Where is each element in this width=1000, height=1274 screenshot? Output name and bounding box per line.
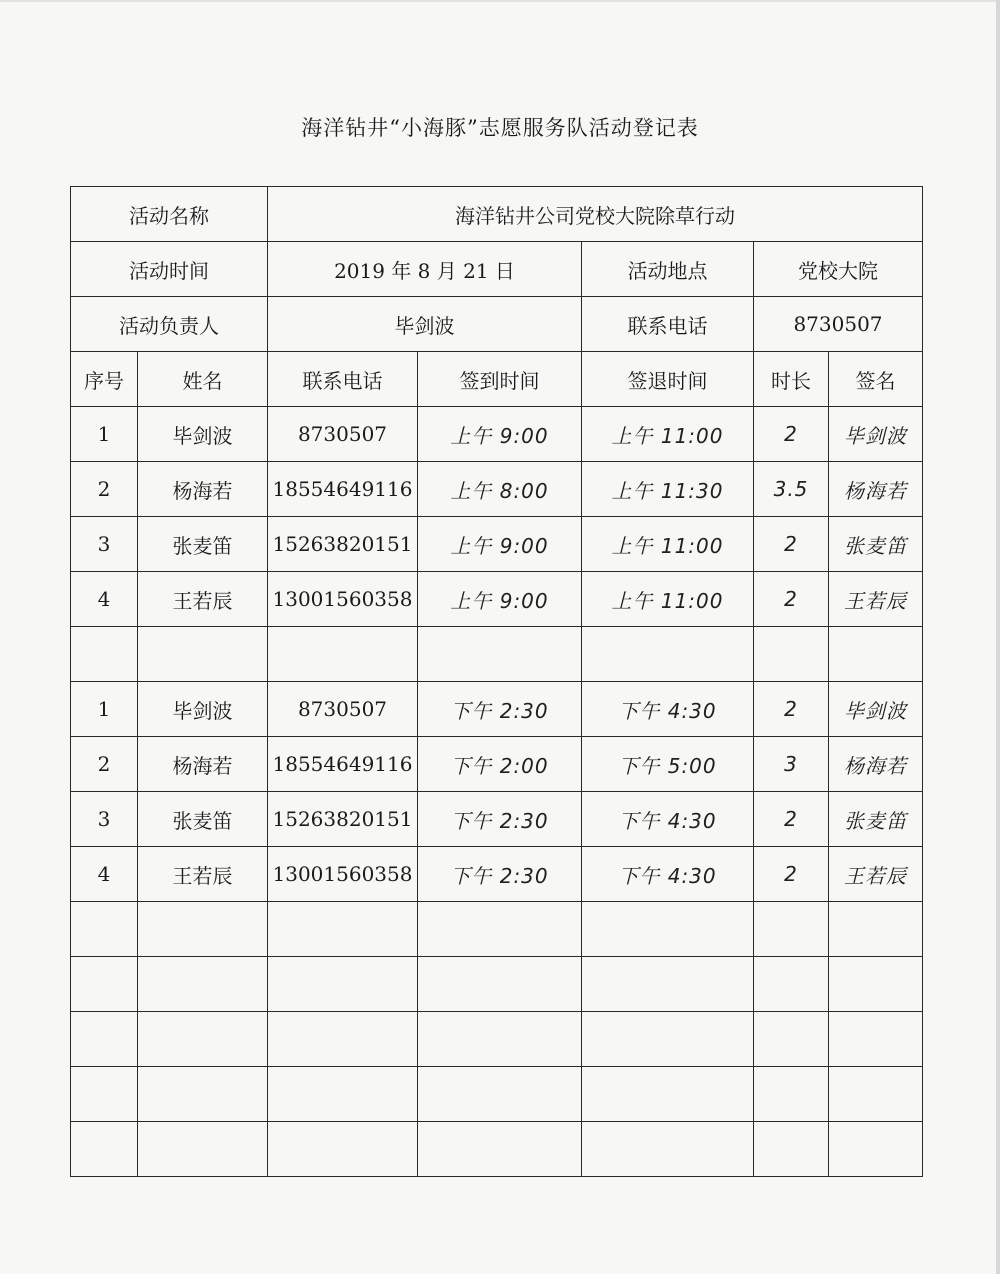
row-phone: 13001560358: [268, 847, 418, 902]
empty-cell: [582, 1122, 754, 1177]
empty-cell: [71, 957, 138, 1012]
blank-cell: [418, 627, 582, 682]
form-title: 海洋钻井“小海豚”志愿服务队活动登记表: [301, 116, 699, 140]
empty-cell: [754, 1067, 829, 1122]
row-checkout: 下午 4:30: [582, 682, 754, 737]
empty-cell: [268, 1122, 418, 1177]
activity-place-value: 党校大院: [754, 242, 923, 297]
row-checkin: 下午 2:30: [418, 682, 582, 737]
col-header-signature: 签名: [829, 352, 923, 407]
row-no: 3: [71, 517, 138, 572]
row-hours: 2: [754, 517, 829, 572]
row-name: 张麦笛: [138, 517, 268, 572]
empty-row: [71, 1067, 923, 1122]
row-phone: 13001560358: [268, 572, 418, 627]
row-checkout: 上午 11:00: [582, 407, 754, 462]
empty-row: [71, 957, 923, 1012]
row-name: 杨海若: [138, 737, 268, 792]
blank-cell: [754, 627, 829, 682]
row-checkin: 下午 2:30: [418, 792, 582, 847]
empty-cell: [138, 1012, 268, 1067]
row-hours: 2: [754, 847, 829, 902]
table-row: [71, 682, 923, 737]
row-no: 4: [71, 847, 138, 902]
row-phone: 15263820151: [268, 792, 418, 847]
row-name: 张麦笛: [138, 792, 268, 847]
row-hours: 2: [754, 407, 829, 462]
row-signature: 毕剑波: [829, 407, 923, 462]
row-checkin: 下午 2:00: [418, 737, 582, 792]
empty-cell: [582, 1012, 754, 1067]
row-checkout: 下午 4:30: [582, 792, 754, 847]
leader-value: 毕剑波: [268, 297, 582, 352]
row-name: 王若辰: [138, 847, 268, 902]
info-row-leader-phone: [71, 297, 923, 352]
row-checkout: 上午 11:00: [582, 572, 754, 627]
empty-row: [71, 1012, 923, 1067]
page-top-edge: [0, 0, 1000, 2]
row-hours: 3: [754, 737, 829, 792]
row-no: 3: [71, 792, 138, 847]
row-no: 1: [71, 682, 138, 737]
info-row-time-place: [71, 242, 923, 297]
row-checkin: 下午 2:30: [418, 847, 582, 902]
col-header-no: 序号: [71, 352, 138, 407]
empty-cell: [71, 902, 138, 957]
empty-cell: [418, 1122, 582, 1177]
empty-cell: [582, 957, 754, 1012]
table-row: [71, 737, 923, 792]
empty-cell: [829, 1122, 923, 1177]
contact-phone-value: 8730507: [754, 297, 923, 352]
registration-table: [70, 186, 923, 1177]
row-phone: 15263820151: [268, 517, 418, 572]
row-phone: 8730507: [268, 407, 418, 462]
empty-cell: [418, 1012, 582, 1067]
row-checkout: 上午 11:30: [582, 462, 754, 517]
col-header-checkout: 签退时间: [582, 352, 754, 407]
row-name: 毕剑波: [138, 682, 268, 737]
empty-cell: [138, 1122, 268, 1177]
table-row: [71, 517, 923, 572]
empty-cell: [418, 1067, 582, 1122]
empty-cell: [268, 902, 418, 957]
table-row: [71, 462, 923, 517]
empty-cell: [582, 902, 754, 957]
row-signature: 张麦笛: [829, 792, 923, 847]
info-row-activity-name: [71, 187, 923, 242]
row-checkin: 上午 8:00: [418, 462, 582, 517]
activity-time-label: 活动时间: [71, 242, 268, 297]
empty-cell: [829, 957, 923, 1012]
row-checkin: 上午 9:00: [418, 517, 582, 572]
empty-cell: [268, 1067, 418, 1122]
row-name: 杨海若: [138, 462, 268, 517]
row-hours: 3.5: [754, 462, 829, 517]
page-right-edge: [996, 0, 1000, 1274]
table-row: [71, 792, 923, 847]
blank-separator-row: [71, 627, 923, 682]
empty-cell: [754, 957, 829, 1012]
empty-cell: [71, 1122, 138, 1177]
empty-cell: [829, 1067, 923, 1122]
row-signature: 杨海若: [829, 737, 923, 792]
blank-cell: [268, 627, 418, 682]
empty-cell: [418, 902, 582, 957]
contact-phone-label: 联系电话: [582, 297, 754, 352]
empty-cell: [754, 1012, 829, 1067]
empty-cell: [829, 1012, 923, 1067]
activity-name-value: 海洋钻井公司党校大院除草行动: [268, 187, 923, 242]
col-header-hours: 时长: [754, 352, 829, 407]
row-no: 2: [71, 462, 138, 517]
empty-cell: [418, 957, 582, 1012]
row-name: 王若辰: [138, 572, 268, 627]
blank-cell: [71, 627, 138, 682]
empty-cell: [754, 902, 829, 957]
empty-cell: [754, 1122, 829, 1177]
activity-place-label: 活动地点: [582, 242, 754, 297]
row-signature: 张麦笛: [829, 517, 923, 572]
row-signature: 毕剑波: [829, 682, 923, 737]
column-header-row: [71, 352, 923, 407]
row-phone: 18554649116: [268, 737, 418, 792]
row-hours: 2: [754, 572, 829, 627]
blank-cell: [582, 627, 754, 682]
table-row: [71, 572, 923, 627]
row-signature: 王若辰: [829, 572, 923, 627]
row-signature: 杨海若: [829, 462, 923, 517]
table-row: [71, 847, 923, 902]
row-checkout: 下午 5:00: [582, 737, 754, 792]
empty-cell: [582, 1067, 754, 1122]
row-no: 4: [71, 572, 138, 627]
row-phone: 18554649116: [268, 462, 418, 517]
row-checkout: 下午 4:30: [582, 847, 754, 902]
table-row: [71, 407, 923, 462]
blank-cell: [829, 627, 923, 682]
empty-cell: [71, 1012, 138, 1067]
empty-row: [71, 902, 923, 957]
row-checkin: 上午 9:00: [418, 407, 582, 462]
row-hours: 2: [754, 682, 829, 737]
row-checkin: 上午 9:00: [418, 572, 582, 627]
empty-cell: [268, 957, 418, 1012]
blank-cell: [138, 627, 268, 682]
empty-cell: [71, 1067, 138, 1122]
empty-cell: [138, 902, 268, 957]
row-signature: 王若辰: [829, 847, 923, 902]
row-no: 2: [71, 737, 138, 792]
row-hours: 2: [754, 792, 829, 847]
row-name: 毕剑波: [138, 407, 268, 462]
empty-cell: [268, 1012, 418, 1067]
empty-cell: [138, 1067, 268, 1122]
empty-row: [71, 1122, 923, 1177]
empty-cell: [138, 957, 268, 1012]
col-header-name: 姓名: [138, 352, 268, 407]
row-no: 1: [71, 407, 138, 462]
row-checkout: 上午 11:00: [582, 517, 754, 572]
activity-time-value: 2019 年 8 月 21 日: [268, 242, 582, 297]
empty-cell: [829, 902, 923, 957]
leader-label: 活动负责人: [71, 297, 268, 352]
col-header-phone: 联系电话: [268, 352, 418, 407]
col-header-checkin: 签到时间: [418, 352, 582, 407]
activity-name-label: 活动名称: [71, 187, 268, 242]
row-phone: 8730507: [268, 682, 418, 737]
